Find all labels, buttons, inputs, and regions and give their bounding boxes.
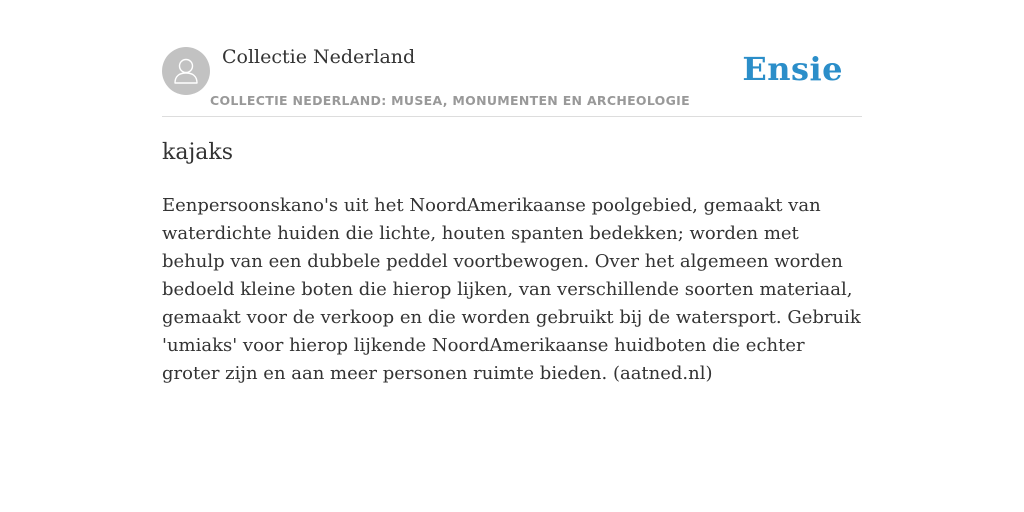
entry-term: kajaks bbox=[162, 140, 234, 165]
author-avatar[interactable] bbox=[162, 47, 210, 95]
author-name[interactable]: Collectie Nederland bbox=[222, 46, 416, 68]
brand-logo[interactable]: Ensie bbox=[742, 50, 843, 88]
author-header bbox=[162, 44, 862, 117]
entry-definition: Eenpersoonskano's uit het NoordAmerikaanse poolgebied, gemaakt van waterdichte huiden die lichte, houten spanten bedekken; worden met behulp van een dubbele peddel voortbewogen. Over het algemeen worden bedoeld kleine boten die hierop lijken, van verschillende soorten materiaal, gemaakt voor de verkoop en die worden gebruikt bij de watersport. Gebruik 'umiaks' voor hierop lijkende NoordAmerikaanse huidboten die echter groter zijn en aan meer personen ruimte bieden. (aatned.nl) bbox=[162, 195, 861, 384]
user-icon bbox=[162, 47, 210, 95]
author-subtitle: COLLECTIE NEDERLAND: MUSEA, MONUMENTEN EN ARCHEOLOGIE bbox=[210, 93, 690, 108]
